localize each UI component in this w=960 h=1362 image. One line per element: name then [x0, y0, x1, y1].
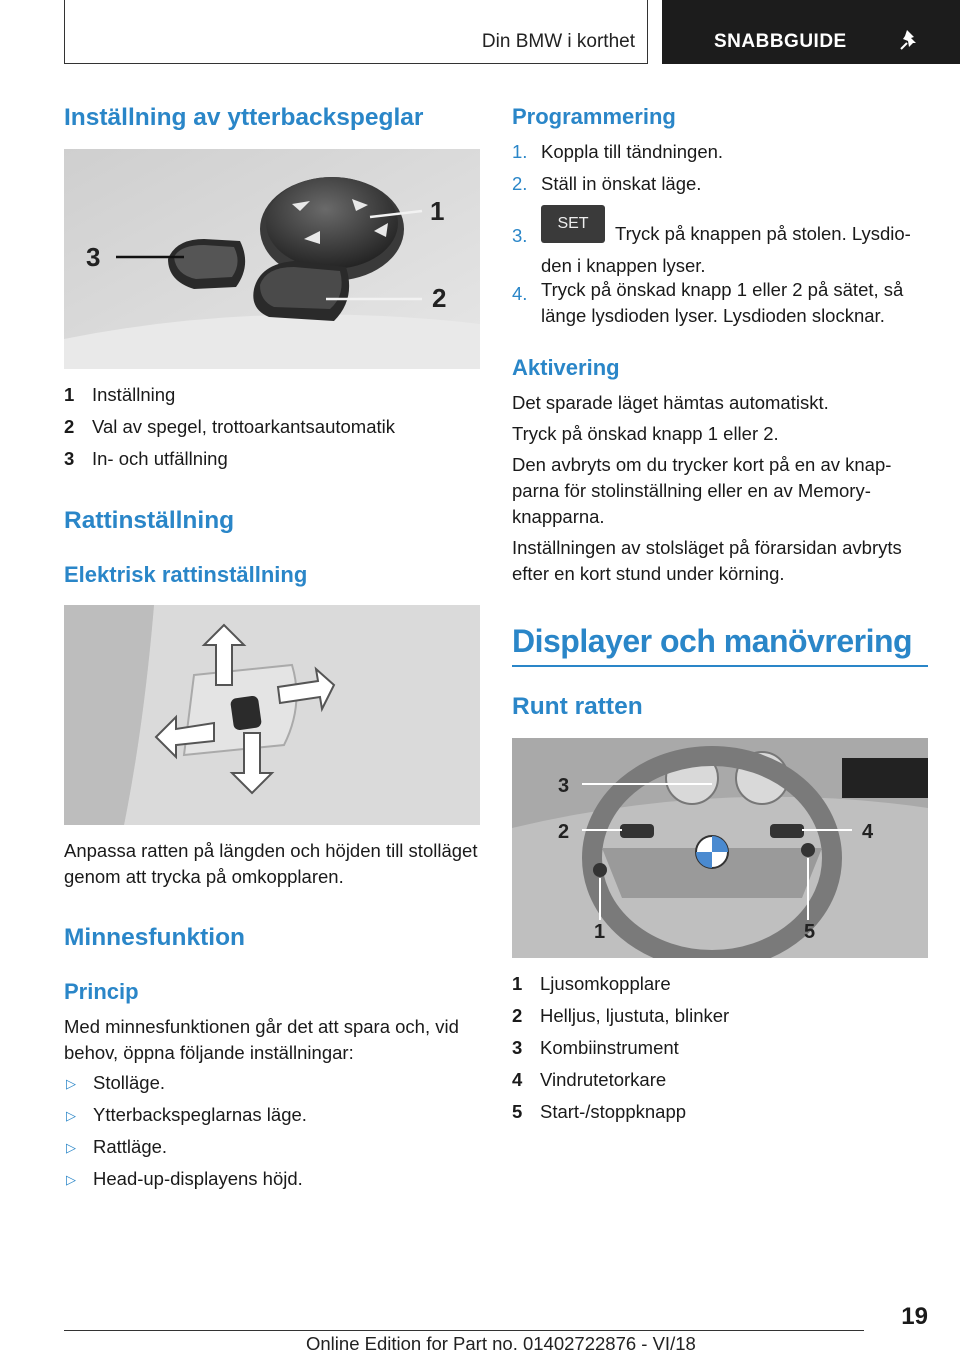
- electric-heading: Elektrisk rattinställning: [64, 562, 308, 587]
- step-number: 4.: [512, 283, 528, 304]
- legend-text: Kombiinstrument: [540, 1037, 679, 1058]
- bullet-item: Head-up-displayens höjd.: [93, 1168, 303, 1189]
- wheel-callout-5: 5: [804, 921, 816, 943]
- legend-text: Inställning: [92, 384, 176, 405]
- page-number: 19: [901, 1303, 928, 1330]
- legend-text: Helljus, ljustuta, blinker: [540, 1005, 730, 1026]
- step-number: 1.: [512, 141, 528, 162]
- step-text: Ställ in önskat läge.: [541, 173, 702, 194]
- wheel-callout-2: 2: [558, 821, 570, 843]
- activation-text-2: Tryck på önskad knapp 1 eller 2.: [512, 423, 779, 444]
- edition-footer: Online Edition for Part no. 01402722876 - VI/18: [306, 1333, 696, 1354]
- step-text: Tryck på önskad knapp 1 eller 2 på sätet, så länge lysdioden lyser. Lysdioden slocknar.: [541, 279, 904, 326]
- step-text: Koppla till tändningen.: [541, 141, 724, 162]
- section-title: Din BMW i korthet: [481, 31, 635, 52]
- displays-heading: Displayer och manövrering: [512, 623, 913, 659]
- activation-text-4: Inställningen av stolsläget på förarsidan avbryts efter en kort stund under körning.: [512, 537, 902, 584]
- legend-text: Ljusomkopplare: [540, 973, 671, 994]
- legend-number: 4: [512, 1069, 523, 1090]
- bullet-marker-icon: ▷: [66, 1108, 76, 1123]
- legend-number: 2: [64, 416, 75, 437]
- legend-number: 3: [64, 448, 75, 469]
- legend-number: 5: [512, 1101, 523, 1122]
- wheel-callout-1: 1: [594, 921, 606, 943]
- programming-heading: Programmering: [512, 104, 676, 129]
- mirror-controls-image: [64, 149, 480, 369]
- legend-number: 3: [512, 1037, 523, 1058]
- steering-wheel-image: [512, 738, 928, 958]
- footer-divider: [64, 1330, 864, 1331]
- legend-number: 2: [512, 1005, 523, 1026]
- bullet-marker-icon: ▷: [66, 1172, 76, 1187]
- legend-number: 1: [512, 973, 523, 994]
- activation-heading: Aktivering: [512, 355, 620, 380]
- mirrors-heading: Inställning av ytterbackspeglar: [64, 104, 424, 131]
- set-button-label: SET: [557, 215, 589, 232]
- legend-text: In- och utfällning: [92, 448, 228, 469]
- activation-text-3: Den avbryts om du trycker kort på en av knapparna för stolinställning eller en av Memory-knapparna.: [512, 454, 892, 527]
- section-header: [64, 0, 648, 64]
- steering-heading: Rattinställning: [64, 507, 235, 534]
- bullet-marker-icon: ▷: [66, 1076, 76, 1091]
- memory-heading: Minnesfunktion: [64, 924, 246, 951]
- bullet-item: Ytterbackspeglarnas läge.: [93, 1104, 307, 1125]
- steering-switch-image: [64, 605, 480, 825]
- heading-underline: [512, 665, 928, 667]
- bullet-item: Rattläge.: [93, 1136, 168, 1157]
- pin-icon: [898, 28, 922, 52]
- step-text: Tryck på knappen på stolen. Lysdioden i knappen lyser.: [541, 223, 911, 276]
- legend-text: Vindrutetorkare: [540, 1069, 667, 1090]
- principle-heading: Princip: [64, 979, 139, 1004]
- wheel-callout-4: 4: [862, 821, 874, 843]
- bullet-marker-icon: ▷: [66, 1140, 76, 1155]
- activation-text-1: Det sparade läget hämtas automatiskt.: [512, 392, 829, 413]
- mirror-callout-2: 2: [432, 283, 447, 313]
- mirror-callout-3: 3: [86, 242, 101, 272]
- wheel-callout-3: 3: [558, 775, 570, 797]
- mirror-callout-1: 1: [430, 196, 445, 226]
- quick-guide-tab[interactable]: [662, 0, 960, 64]
- legend-text: Val av spegel, trottoarkantsautomatik: [92, 416, 396, 437]
- step-number: 3.: [512, 225, 528, 246]
- tab-label: SNABBGUIDE: [714, 31, 847, 52]
- legend-number: 1: [64, 384, 75, 405]
- bullet-item: Stolläge.: [93, 1072, 165, 1093]
- wheel-heading: Runt ratten: [512, 693, 643, 720]
- electric-text: Anpassa ratten på längden och höjden till stolläget genom att trycka på omkopplaren.: [64, 840, 478, 887]
- legend-text: Start-/stoppknapp: [540, 1101, 687, 1122]
- step-number: 2.: [512, 173, 528, 194]
- principle-text: Med minnesfunktionen går det att spara och, vid behov, öppna följande inställningar:: [64, 1016, 459, 1063]
